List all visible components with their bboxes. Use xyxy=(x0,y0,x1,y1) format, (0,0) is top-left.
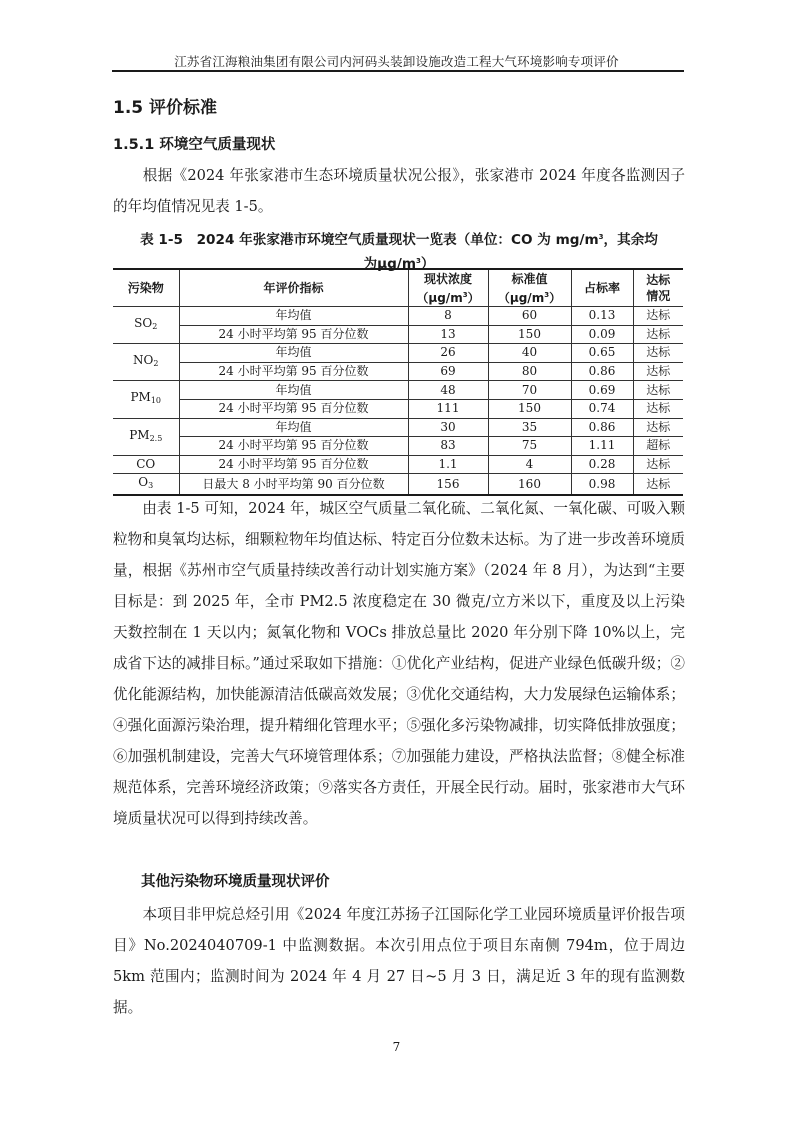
cell-value: 83 xyxy=(408,437,488,456)
cell-ratio: 0.74 xyxy=(571,399,633,418)
cell-standard: 150 xyxy=(488,399,571,418)
table-body xyxy=(113,307,683,496)
section-heading: 1.5 评价标准 xyxy=(113,98,218,118)
table-header-row xyxy=(113,269,683,307)
cell-status: 达标 xyxy=(633,381,683,400)
cell-indicator: 24 小时平均第 95 百分位数 xyxy=(179,362,408,381)
cell-standard: 40 xyxy=(488,344,571,363)
cell-value: 111 xyxy=(408,399,488,418)
cell-standard: 60 xyxy=(488,307,571,326)
cell-standard: 70 xyxy=(488,381,571,400)
page-number: 7 xyxy=(392,1040,401,1054)
cell-ratio: 0.86 xyxy=(571,418,633,437)
subsection-heading: 1.5.1 环境空气质量现状 xyxy=(113,137,276,153)
cell-indicator: 年均值 xyxy=(179,418,408,437)
pollutant-subscript: 2 xyxy=(152,322,158,332)
cell-status: 达标 xyxy=(633,307,683,326)
header-ratio: 占标率 xyxy=(571,269,633,307)
header-standard xyxy=(488,269,571,307)
pollutant-subscript: 10 xyxy=(150,396,162,406)
header-sup: 3 xyxy=(462,290,468,299)
cell-pollutant xyxy=(113,381,179,418)
caption-text-1-end: ，其余均 xyxy=(603,232,658,248)
cell-pollutant xyxy=(113,307,179,344)
cell-status: 达标 xyxy=(633,418,683,437)
cell-indicator: 24 小时平均第 95 百分位数 xyxy=(179,325,408,344)
caption-text-2: 为μg/m xyxy=(363,256,416,272)
cell-pollutant xyxy=(113,455,179,474)
cell-standard: 4 xyxy=(488,455,571,474)
cell-value: 156 xyxy=(408,474,488,496)
cell-indicator: 日最大 8 小时平均第 90 百分位数 xyxy=(179,474,408,496)
table-row xyxy=(113,455,683,474)
cell-value: 30 xyxy=(408,418,488,437)
header-indicator: 年评价指标 xyxy=(179,269,408,307)
cell-value: 13 xyxy=(408,325,488,344)
cell-ratio: 0.09 xyxy=(571,325,633,344)
cell-value: 69 xyxy=(408,362,488,381)
table-row xyxy=(113,325,683,344)
table-row xyxy=(113,437,683,456)
cell-status: 达标 xyxy=(633,455,683,474)
cell-pollutant xyxy=(113,344,179,381)
cell-value: 48 xyxy=(408,381,488,400)
cell-value: 1.1 xyxy=(408,455,488,474)
cell-indicator: 年均值 xyxy=(179,381,408,400)
cell-status: 达标 xyxy=(633,344,683,363)
header-pollutant: 污染物 xyxy=(113,269,179,307)
cell-ratio: 0.86 xyxy=(571,362,633,381)
header-status xyxy=(633,269,683,307)
pollutant-name: SO xyxy=(134,316,153,331)
header-status-1: 达标 xyxy=(646,273,671,287)
cell-ratio: 0.13 xyxy=(571,307,633,326)
cell-indicator: 24 小时平均第 95 百分位数 xyxy=(179,437,408,456)
cell-indicator: 年均值 xyxy=(179,344,408,363)
header-rule xyxy=(112,70,684,72)
cell-ratio: 0.69 xyxy=(571,381,633,400)
cell-status: 达标 xyxy=(633,474,683,496)
cell-indicator: 24 小时平均第 95 百分位数 xyxy=(179,399,408,418)
pollutant-name: CO xyxy=(136,457,156,472)
cell-ratio: 0.28 xyxy=(571,455,633,474)
header-concentration-unit: （μg/m xyxy=(416,290,463,305)
cell-standard: 150 xyxy=(488,325,571,344)
header-concentration-label: 现状浓度 xyxy=(423,271,472,286)
analysis-paragraph: 由表 1-5 可知，2024 年，城区空气质量二氧化硫、二氧化氮、一氧化碳、可吸入颗粒物和臭氧均达标，细颗粒物年均值达标、特定百分位数未达标。为了进一步改善环境质量，根据《苏州市空气质量持续改善行动计划实施方案》（2024 年 8 月），为达到“主要目标是：到 2025 年，全市 PM2.5 浓度稳定在 30 微克/立方米以下，重度及以上污染天数控制在 1 天以内；氮氧化物和 VOCs 排放总量比 2020 年分别下降 10%以上，完成省下达的减排目标。”通过采取如下措施：①优化产业结构，促进产业绿色低碳升级；②优化能源结构，加快能源清洁低碳高效发展；③优化交通结构，大力发展绿色运输体系；④强化面源污染治理，提升精细化管理水平；⑤强化多污染物减排，切实降低排放强度；⑥加强机制建设，完善大气环境管理体系；⑦加强能力建设，严格执法监督；⑧健全标准规范体系，完善环境经济政策；⑨落实各方责任，开展全民行动。届时，张家港市大气环境质量状况可以得到持续改善。 xyxy=(113,500,685,827)
intro-paragraph: 根据《2024 年张家港市生态环境质量状况公报》，张家港市 2024 年度各监测因子的年均值情况见表 1-5。 xyxy=(113,167,685,215)
pollutant-name: PM xyxy=(130,390,151,405)
header-standard-label: 标准值 xyxy=(511,271,548,286)
caption-sup-1: 3 xyxy=(598,233,604,241)
cell-indicator: 24 小时平均第 95 百分位数 xyxy=(179,455,408,474)
cell-indicator: 年均值 xyxy=(179,307,408,326)
cell-ratio: 1.11 xyxy=(571,437,633,456)
header-sup: 3 xyxy=(544,290,550,299)
cell-status: 达标 xyxy=(633,362,683,381)
table-row xyxy=(113,344,683,363)
header-status-2: 情况 xyxy=(646,289,671,303)
pollutant-subscript: 2.5 xyxy=(149,433,163,443)
cell-value: 26 xyxy=(408,344,488,363)
caption-text-2-end: ） xyxy=(420,256,435,272)
table-row xyxy=(113,362,683,381)
header-unit-end: ） xyxy=(549,290,562,305)
header-standard-unit: （μg/m xyxy=(497,290,545,305)
table-row xyxy=(113,307,683,326)
cell-pollutant xyxy=(113,418,179,455)
cell-status: 达标 xyxy=(633,399,683,418)
cell-ratio: 0.65 xyxy=(571,344,633,363)
running-header: 江苏省江海粮油集团有限公司内河码头装卸设施改造工程大气环境影响专项评价 xyxy=(174,54,619,69)
header-unit-end: ） xyxy=(467,290,480,305)
pollutant-name: O xyxy=(138,475,149,490)
cell-value: 8 xyxy=(408,307,488,326)
header-concentration xyxy=(408,269,488,307)
cell-ratio: 0.98 xyxy=(571,474,633,496)
pollutant-name: NO xyxy=(133,353,154,368)
table-row xyxy=(113,399,683,418)
caption-sup-2: 3 xyxy=(416,257,421,265)
pollutant-subscript: 2 xyxy=(153,359,159,369)
table-row xyxy=(113,381,683,400)
air-quality-table xyxy=(113,268,683,496)
other-pollutants-paragraph: 本项目非甲烷总烃引用《2024 年度江苏扬子江国际化学工业园环境质量评价报告项目》No.2024040709-1 中监测数据。本次引用点位于项目东南侧 794m，位于周边 5km 范围内；监测时间为 2024 年 4 月 27 日~5 月 3 日，满足近 3 年的现有监测数据。 xyxy=(113,906,685,1016)
other-pollutants-heading: 其他污染物环境质量现状评价 xyxy=(141,874,330,890)
cell-status: 超标 xyxy=(633,437,683,456)
table-row xyxy=(113,418,683,437)
pollutant-name: PM xyxy=(129,427,150,442)
caption-text-1: 表 1-5 2024 年张家港市环境空气质量现状一览表（单位：CO 为 mg/m xyxy=(140,232,599,248)
cell-standard: 80 xyxy=(488,362,571,381)
cell-standard: 75 xyxy=(488,437,571,456)
cell-standard: 160 xyxy=(488,474,571,496)
pollutant-subscript: 3 xyxy=(148,481,154,491)
cell-standard: 35 xyxy=(488,418,571,437)
cell-status: 达标 xyxy=(633,325,683,344)
